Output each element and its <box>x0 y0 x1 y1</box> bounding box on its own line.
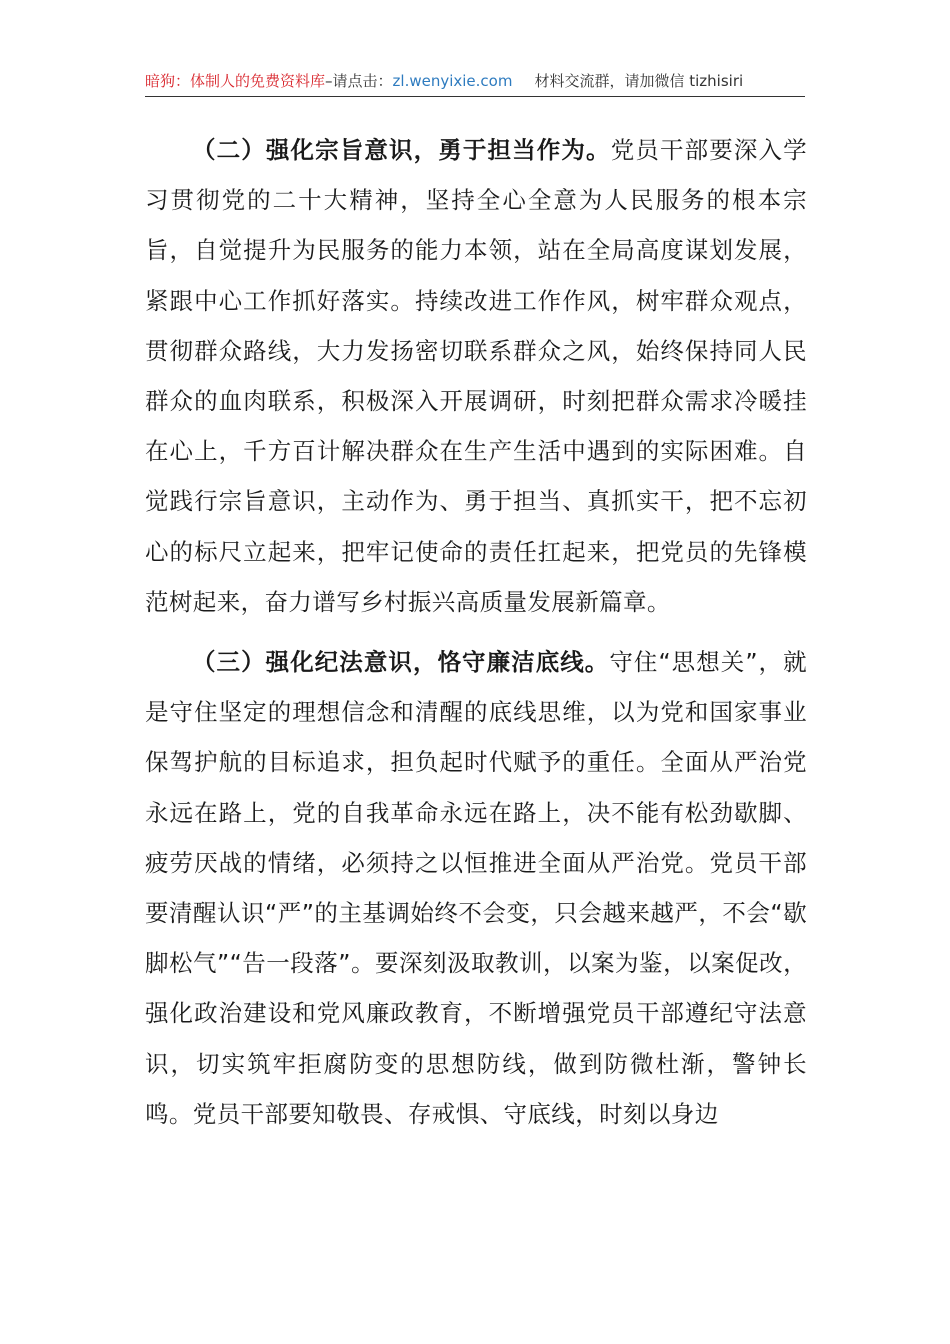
paragraph-2 <box>145 125 807 627</box>
paragraph-heading: （二）强化宗旨意识，勇于担当作为。 <box>192 136 611 164</box>
paragraph-content: 党员干部要深入学习贯彻党的二十大精神，坚持全心全意为人民服务的根本宗旨，自觉提升为民服务的能力本领，站在全局高度谋划发展，紧跟中心工作抓好落实。持续改进工作作风，树牢群众观点，贯彻群众路线，大力发扬密切联系群众之风，始终保持同人民群众的血肉联系，积极深入开展调研，时刻把群众需求冷暖挂在心上，千方百计解决群众在生产生活中遇到的实际困难。自觉践行宗旨意识，主动作为、勇于担当、真抓实干，把不忘初心的标尺立起来，把牢记使命的责任扛起来，把党员的先锋模范树起来，奋力谱写乡村振兴高质量发展新篇章。 <box>145 136 807 616</box>
paragraph-3 <box>145 637 807 1139</box>
document-body <box>145 125 807 1139</box>
paragraph-content: 守住“思想关”，就是守住坚定的理想信念和清醒的底线思维，以为党和国家事业保驾护航的目标追求，担负起时代赋予的重任。全面从严治党永远在路上，党的自我革命永远在路上，决不能有松劲歇脚、疲劳厌战的情绪，必须持之以恒推进全面从严治党。党员干部要清醒认识“严”的主基调始终不会变，只会越来越严，不会“歇脚松气”“告一段落”。要深刻汲取教训，以案为鉴，以案促改，强化政治建设和党风廉政教育，不断增强党员干部遵纪守法意识，切实筑牢拒腐防变的思想防线，做到防微杜渐，警钟长鸣。党员干部要知敬畏、存戒惧、守底线，时刻以身边 <box>145 648 807 1128</box>
paragraph-heading: （三）强化纪法意识，恪守廉洁底线。 <box>192 648 610 677</box>
header-site-name: 暗狗：体制人的免费资料库 <box>145 72 326 90</box>
header-link[interactable]: zl.wenyixie.com <box>392 72 513 90</box>
header-divider <box>145 96 805 97</box>
header-wechat-note: 材料交流群，请加微信 tizhisiri <box>534 72 744 90</box>
header-click-prompt: –请点击： <box>325 72 393 90</box>
page-header <box>145 68 805 94</box>
